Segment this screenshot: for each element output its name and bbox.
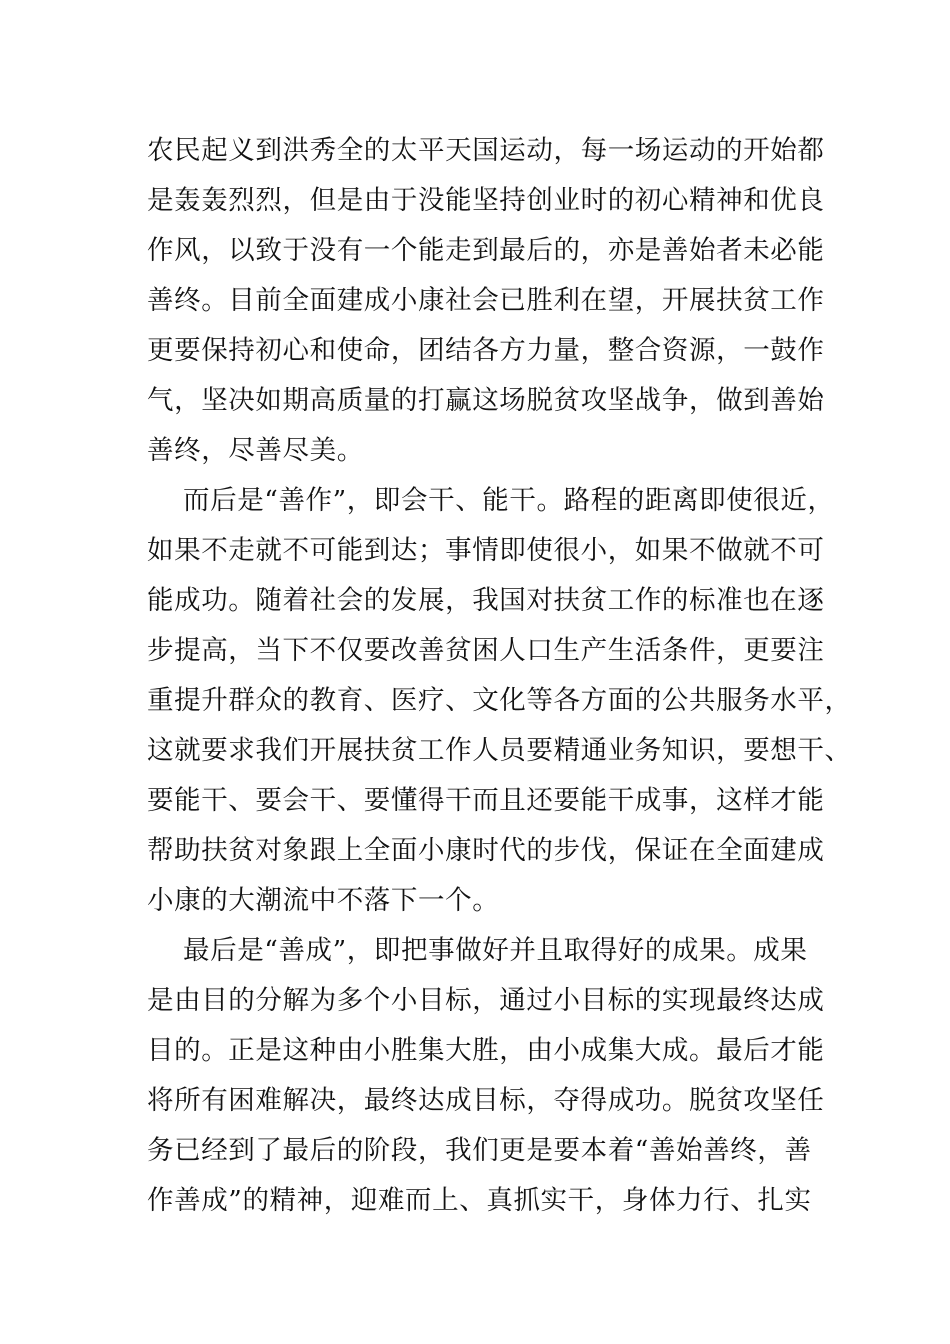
paragraph-start-line: 而后是“善作”，即会干、能干。路程的距离即使很近， [183, 485, 835, 516]
text-line: 帮助扶贫对象跟上全面小康时代的步伐，保证在全面建成 [147, 835, 825, 866]
text-line: 作风，以致于没有一个能走到最后的，亦是善始者未必能 [147, 235, 825, 266]
text-line: 善终。目前全面建成小康社会已胜利在望，开展扶贫工作 [147, 285, 825, 316]
text-line: 要能干、要会干、要懂得干而且还要能干成事，这样才能 [147, 785, 825, 816]
body-text [147, 126, 852, 1226]
text-line: 是由目的分解为多个小目标，通过小目标的实现最终达成 [147, 985, 825, 1016]
text-line: 更要保持初心和使命，团结各方力量，整合资源，一鼓作 [147, 335, 825, 366]
paragraph-start-line: 最后是“善成”，即把事做好并且取得好的成果。成果 [183, 935, 808, 966]
text-line: 作善成”的精神，迎难而上、真抓实干，身体力行、扎实 [147, 1185, 812, 1216]
text-line: 目的。正是这种由小胜集大胜，由小成集大成。最后才能 [147, 1035, 825, 1066]
text-line: 如果不走就不可能到达；事情即使很小，如果不做就不可 [147, 535, 825, 566]
text-line: 能成功。随着社会的发展，我国对扶贫工作的标准也在逐 [147, 585, 825, 616]
text-line: 是轰轰烈烈，但是由于没能坚持创业时的初心精神和优良 [147, 185, 825, 216]
text-line: 善终，尽善尽美。 [147, 435, 364, 466]
text-line: 将所有困难解决，最终达成目标，夺得成功。脱贫攻坚任 [147, 1085, 825, 1116]
text-line: 气，坚决如期高质量的打赢这场脱贫攻坚战争，做到善始 [147, 385, 825, 416]
text-line: 步提高，当下不仅要改善贫困人口生产生活条件，更要注 [147, 635, 825, 666]
text-line: 这就要求我们开展扶贫工作人员要精通业务知识，要想干、 [147, 735, 852, 766]
text-line: 重提升群众的教育、医疗、文化等各方面的公共服务水平， [147, 685, 852, 716]
text-line: 农民起义到洪秀全的太平天国运动，每一场运动的开始都 [147, 135, 825, 166]
text-line: 小康的大潮流中不落下一个。 [147, 885, 500, 916]
text-line: 务已经到了最后的阶段，我们更是要本着“善始善终，善 [147, 1135, 812, 1166]
